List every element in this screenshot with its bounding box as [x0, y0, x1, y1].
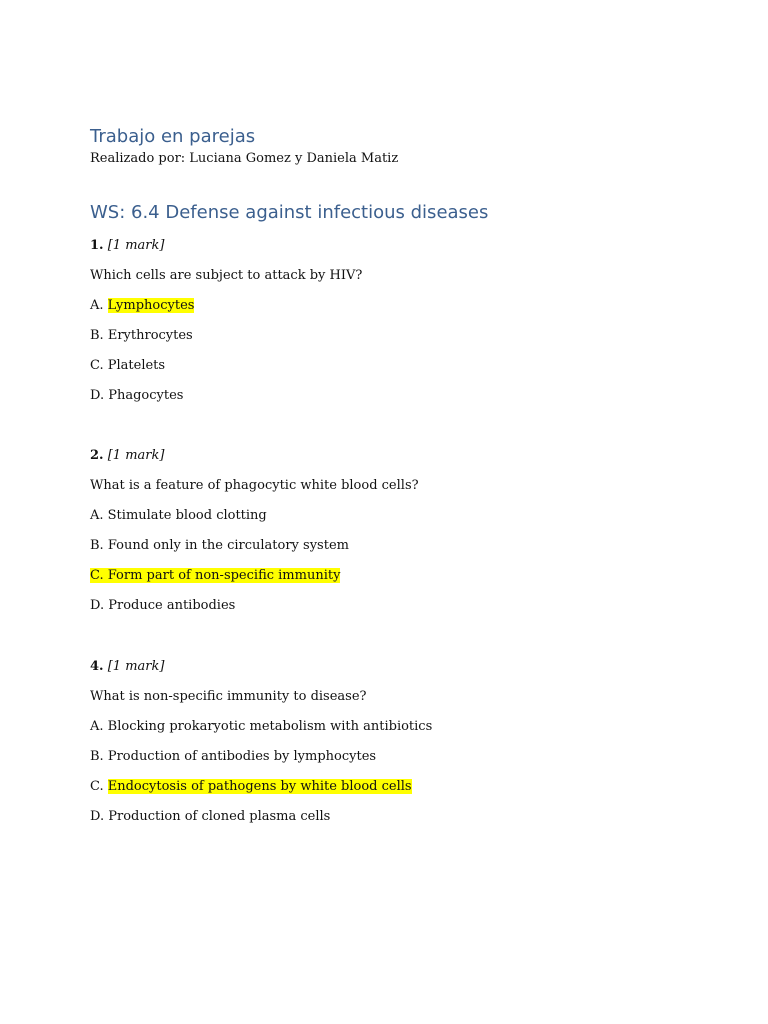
question-2-option-d [90, 598, 235, 614]
option-text: Stimulate blood clotting [107, 508, 267, 523]
question-4-option-c [90, 779, 412, 795]
option-text: Erythrocytes [107, 328, 193, 343]
option-text-highlighted: Form part of non-specific immunity [107, 568, 341, 583]
question-1-option-a [90, 298, 194, 314]
option-text: Phagocytes [108, 388, 184, 403]
question-mark: [1 mark] [107, 659, 165, 674]
question-2-text: What is a feature of phagocytic white blood cells? [90, 478, 419, 493]
option-letter: A. [90, 298, 108, 313]
question-2-option-b [90, 538, 349, 554]
author-line: Realizado por: Luciana Gomez y Daniela Matiz [90, 151, 399, 166]
question-4-text: What is non-specific immunity to disease? [90, 689, 367, 704]
option-letter: C. [90, 358, 108, 373]
question-number: 2. [90, 448, 104, 463]
option-letter: A. [90, 508, 108, 523]
question-2-option-c [90, 568, 340, 584]
option-text-highlighted: Endocytosis of pathogens by white blood cells [107, 779, 412, 794]
option-letter: B. [90, 328, 108, 343]
question-4-option-d [90, 809, 330, 825]
option-text-highlighted: Lymphocytes [107, 298, 195, 313]
option-letter: D. [90, 598, 109, 613]
option-text: Produce antibodies [108, 598, 236, 613]
option-letter: A. [90, 719, 108, 734]
option-letter-highlighted: C. [90, 568, 108, 583]
question-4-header [90, 659, 164, 675]
option-text: Production of cloned plasma cells [108, 809, 331, 824]
question-1-header [90, 238, 164, 254]
option-letter: D. [90, 388, 109, 403]
question-number: 1. [90, 238, 104, 253]
question-4-option-b [90, 749, 376, 765]
option-text: Blocking prokaryotic metabolism with antibiotics [107, 719, 433, 734]
question-mark: [1 mark] [107, 238, 165, 253]
option-letter: D. [90, 809, 109, 824]
question-2-header [90, 448, 164, 464]
question-number: 4. [90, 659, 104, 674]
worksheet-title: WS: 6.4 Defense against infectious diseases [90, 202, 489, 223]
question-1-option-c [90, 358, 165, 374]
option-text: Platelets [107, 358, 166, 373]
option-text: Production of antibodies by lymphocytes [107, 749, 377, 764]
option-letter: B. [90, 749, 108, 764]
question-1-option-d [90, 388, 183, 404]
option-letter: B. [90, 538, 108, 553]
question-4-option-a [90, 719, 432, 735]
question-1-text: Which cells are subject to attack by HIV? [90, 268, 363, 283]
page-title: Trabajo en parejas [90, 126, 256, 147]
option-letter: C. [90, 779, 108, 794]
question-mark: [1 mark] [107, 448, 165, 463]
option-text: Found only in the circulatory system [107, 538, 349, 553]
question-1-option-b [90, 328, 193, 344]
question-2-option-a [90, 508, 267, 524]
